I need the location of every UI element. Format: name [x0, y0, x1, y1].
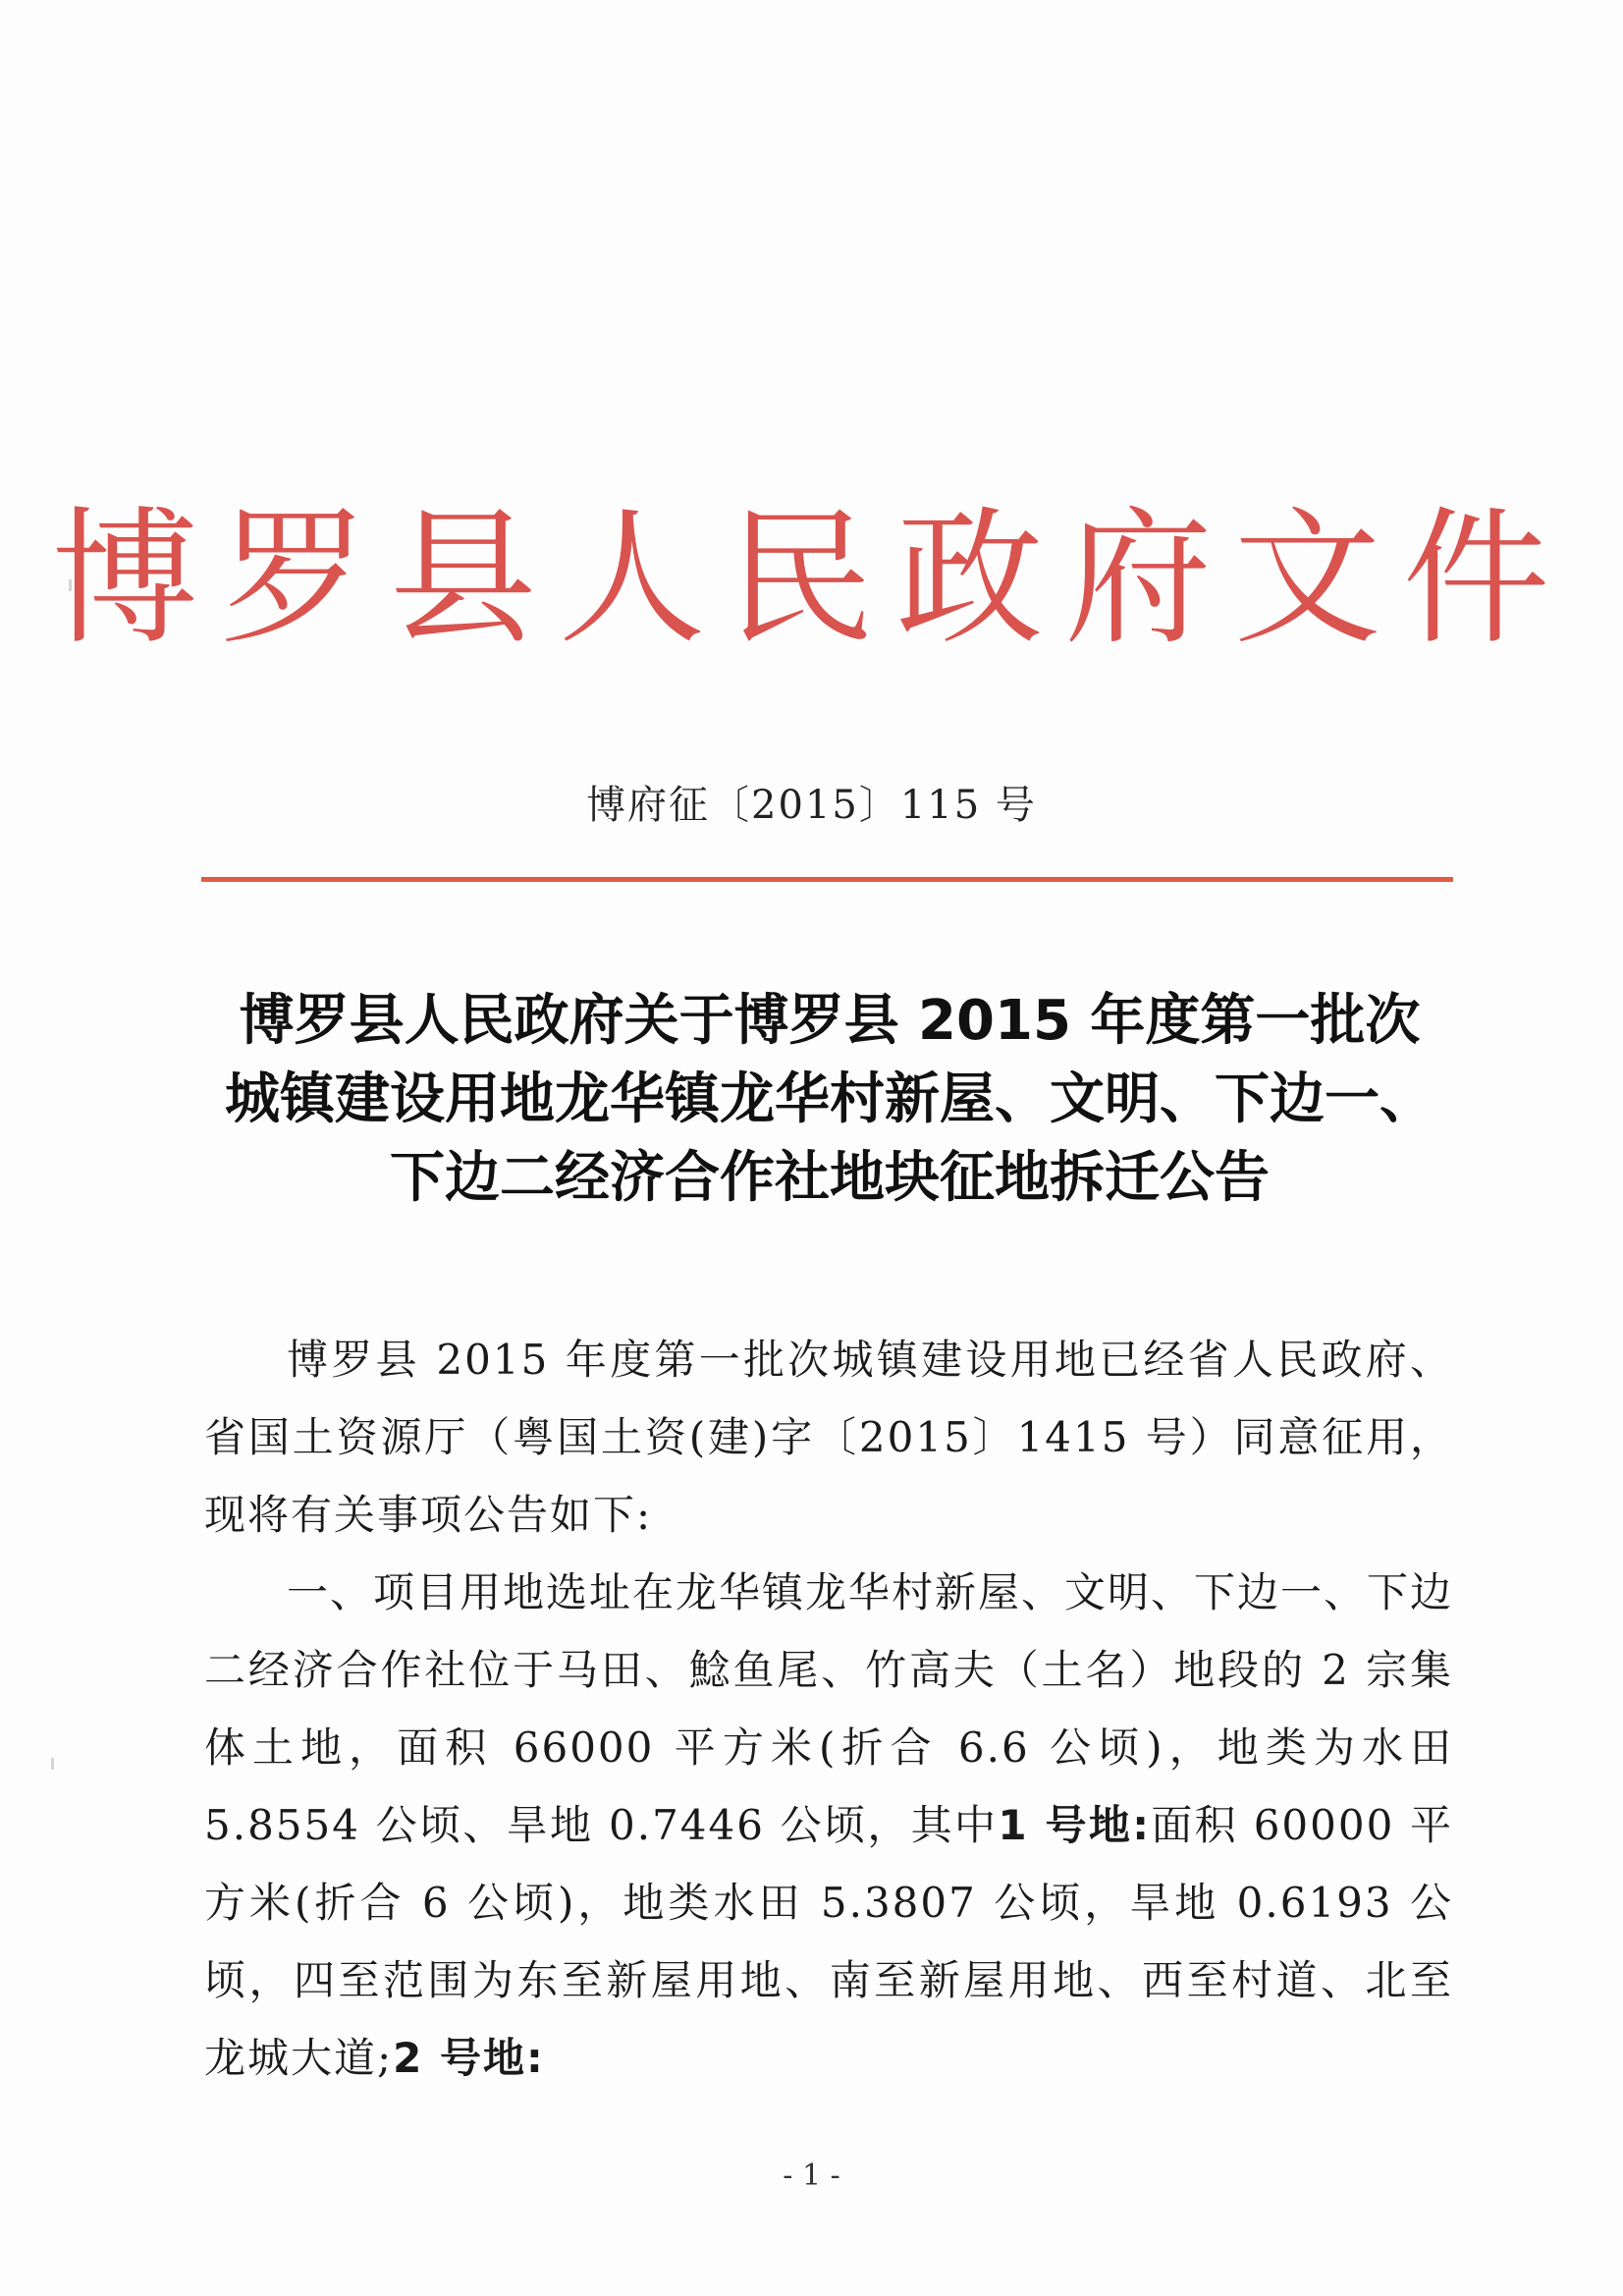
issuer-title: 博罗县人民政府文件 — [51, 494, 1572, 665]
plot-2-label: 2 号地: — [393, 2034, 545, 2082]
title-line-2: 城镇建设用地龙华镇龙华村新屋、文明、下边一、 — [225, 1067, 1434, 1131]
title-line-3: 下边二经济合作社地块征地拆迁公告 — [390, 1146, 1270, 1210]
para2-text-a: 一、项目用地选址在龙华镇龙华村新屋、文明、下边一、下边二经济合作社位于马田、鯰鱼尾、竹高夫（土名）地段的 2 宗集体土地，面积 66000 平方米(折合 6.6 公顷)，地类为水田 5.8554 公顷、旱地 0.7446 公顷，其中 — [204, 1568, 1454, 1849]
body-paragraph-1: 博罗县 2015 年度第一批次城镇建设用地已经省人民政府、省国土资源厅（粤国土资(建)字〔2015〕1415 号）同意征用，现将有关事项公告如下: — [204, 1336, 1453, 1539]
plot-1-label: 1 号地: — [998, 1801, 1151, 1849]
page-number: - 1 - — [783, 2159, 840, 2193]
document-title — [206, 982, 1453, 1218]
document-body — [204, 1321, 1453, 2097]
document-number: 博府征〔2015〕115 号 — [586, 783, 1037, 828]
para2-text-b: 面积 60000 平方米(折合 6 公顷)，地类水田 5.3807 公顷，旱地 0.6193 公顷，四至范围为东至新屋用地、南至新屋用地、西至村道、北至龙城大道; — [204, 1801, 1453, 2082]
title-line-1: 博罗县人民政府关于博罗县 2015 年度第一批次 — [239, 989, 1421, 1053]
body-paragraph-2 — [204, 1554, 1453, 2097]
scan-speck — [51, 1758, 54, 1770]
red-separator-line — [201, 877, 1453, 882]
